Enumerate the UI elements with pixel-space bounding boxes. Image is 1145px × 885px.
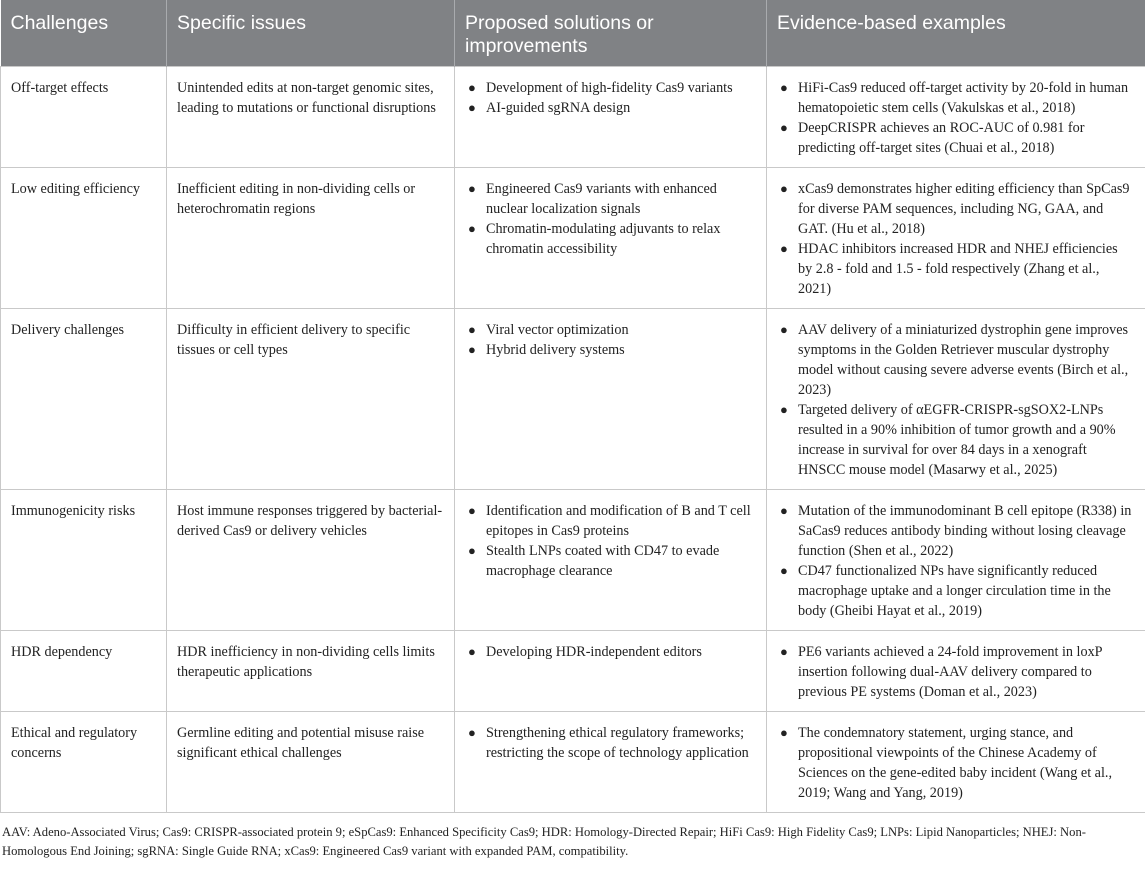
table-row (1, 712, 1145, 813)
list-item (777, 78, 1135, 118)
solutions-list (465, 642, 756, 662)
bullet-icon: ● (780, 644, 788, 659)
examples-list (777, 179, 1135, 299)
examples-list (777, 320, 1135, 480)
issue-cell: Difficulty in efficient delivery to specific tissues or cell types (167, 309, 455, 490)
header-challenges: Challenges (1, 0, 167, 67)
bullet-icon: ● (780, 503, 788, 518)
examples-cell (767, 712, 1145, 813)
bullet-icon: ● (468, 503, 476, 518)
bullet-icon: ● (468, 100, 476, 115)
bullet-icon: ● (468, 181, 476, 196)
list-item-text: Mutation of the immunodominant B cell epitope (R338) in SaCas9 reduces antibody binding without losing cleavage function (Shen et al., 2022) (798, 503, 1132, 559)
challenge-cell: Delivery challenges (1, 309, 167, 490)
table-header-row (1, 0, 1145, 67)
bullet-icon: ● (468, 725, 476, 740)
list-item (777, 400, 1135, 480)
list-item-text: CD47 functionalized NPs have significantly reduced macrophage uptake and a longer circulation time in the body (Gheibi Hayat et al., 2019) (798, 563, 1111, 619)
bullet-icon: ● (468, 221, 476, 236)
list-item-text: Chromatin-modulating adjuvants to relax chromatin accessibility (486, 221, 721, 257)
list-item (465, 642, 756, 662)
challenge-cell: HDR dependency (1, 631, 167, 712)
examples-cell (767, 631, 1145, 712)
bullet-icon: ● (780, 563, 788, 578)
list-item-text: DeepCRISPR achieves an ROC-AUC of 0.981 for predicting off-target sites (Chuai et al., 2018) (798, 120, 1085, 156)
list-item (777, 179, 1135, 239)
list-item-text: Development of high-fidelity Cas9 variants (486, 80, 733, 96)
list-item-text: xCas9 demonstrates higher editing efficiency than SpCas9 for diverse PAM sequences, including NG, GAA, and GAT. (Hu et al., 2018) (798, 181, 1130, 237)
bullet-icon: ● (468, 543, 476, 558)
list-item-text: Engineered Cas9 variants with enhanced nuclear localization signals (486, 181, 717, 217)
list-item-text: The condemnatory statement, urging stance, and propositional viewpoints of the Chinese Academy of Sciences on the gene-edited baby incident (Wang et al., 2019; Wang and Yang, 2019) (798, 725, 1113, 801)
bullet-icon: ● (468, 342, 476, 357)
list-item-text: Viral vector optimization (486, 322, 629, 338)
table-row (1, 490, 1145, 631)
list-item (777, 320, 1135, 400)
bullet-icon: ● (780, 402, 788, 417)
list-item (777, 642, 1135, 702)
solutions-list (465, 179, 756, 259)
bullet-icon: ● (468, 322, 476, 337)
header-evidence-examples: Evidence-based examples (767, 0, 1145, 67)
list-item-text: HiFi-Cas9 reduced off-target activity by 20-fold in human hematopoietic stem cells (Vakulskas et al., 2018) (798, 80, 1129, 116)
list-item (465, 340, 756, 360)
bullet-icon: ● (780, 241, 788, 256)
challenge-cell: Off-target effects (1, 67, 167, 168)
table-footnote: AAV: Adeno-Associated Virus; Cas9: CRISPR-associated protein 9; eSpCas9: Enhanced Specificity Cas9; HDR: Homology-Directed Repair; HiFi Cas9: High Fidelity Cas9; LNPs: Lipid Nanoparticles; NHEJ: Non-Homologous End Joining; sgRNA: Single Guide RNA; xCas9: Engineered Cas9 variant with expanded PAM, compatibility. (2, 825, 1086, 858)
list-item (777, 501, 1135, 561)
list-item (465, 723, 756, 763)
issue-cell: Germline editing and potential misuse raise significant ethical challenges (167, 712, 455, 813)
list-item-text: Stealth LNPs coated with CD47 to evade macrophage clearance (486, 543, 720, 579)
bullet-icon: ● (468, 80, 476, 95)
table-row (1, 631, 1145, 712)
issue-cell: Host immune responses triggered by bacterial-derived Cas9 or delivery vehicles (167, 490, 455, 631)
list-item (465, 219, 756, 259)
list-item-text: Targeted delivery of αEGFR-CRISPR-sgSOX2-LNPs resulted in a 90% inhibition of tumor growth and a 90% increase in survival for over 84 days in a xenograft HNSCC mouse model (Masarwy et al., 2025) (798, 402, 1116, 478)
list-item (777, 723, 1135, 803)
challenge-cell: Ethical and regulatory concerns (1, 712, 167, 813)
list-item-text: Strengthening ethical regulatory frameworks; restricting the scope of technology application (486, 725, 749, 761)
list-item-text: Hybrid delivery systems (486, 342, 625, 358)
examples-list (777, 501, 1135, 621)
bullet-icon: ● (468, 644, 476, 659)
challenge-cell: Low editing efficiency (1, 168, 167, 309)
examples-cell (767, 490, 1145, 631)
solutions-list (465, 723, 756, 763)
list-item (465, 179, 756, 219)
list-item (465, 320, 756, 340)
examples-cell (767, 168, 1145, 309)
list-item-text: Identification and modification of B and T cell epitopes in Cas9 proteins (486, 503, 751, 539)
list-item (777, 561, 1135, 621)
list-item-text: AI-guided sgRNA design (486, 100, 631, 116)
list-item-text: AAV delivery of a miniaturized dystrophin gene improves symptoms in the Golden Retriever muscular dystrophy model without causing severe adverse events (Birch et al., 2023) (798, 322, 1129, 398)
issue-cell: Inefficient editing in non-dividing cells or heterochromatin regions (167, 168, 455, 309)
solutions-cell (455, 309, 767, 490)
bullet-icon: ● (780, 181, 788, 196)
bullet-icon: ● (780, 120, 788, 135)
solutions-cell (455, 67, 767, 168)
list-item (777, 118, 1135, 158)
solutions-list (465, 320, 756, 360)
issue-cell: Unintended edits at non-target genomic sites, leading to mutations or functional disruptions (167, 67, 455, 168)
table-row (1, 168, 1145, 309)
table-row (1, 309, 1145, 490)
list-item (465, 98, 756, 118)
bullet-icon: ● (780, 725, 788, 740)
list-item (777, 239, 1135, 299)
solutions-cell (455, 712, 767, 813)
list-item-text: HDAC inhibitors increased HDR and NHEJ efficiencies by 2.8 - fold and 1.5 - fold respectively (Zhang et al., 2021) (798, 241, 1118, 297)
challenge-cell: Immunogenicity risks (1, 490, 167, 631)
examples-list (777, 723, 1135, 803)
examples-cell (767, 67, 1145, 168)
list-item (465, 78, 756, 98)
examples-cell (767, 309, 1145, 490)
list-item (465, 501, 756, 541)
list-item (465, 541, 756, 581)
solutions-cell (455, 490, 767, 631)
issue-cell: HDR inefficiency in non-dividing cells limits therapeutic applications (167, 631, 455, 712)
list-item-text: Developing HDR-independent editors (486, 644, 702, 660)
examples-list (777, 642, 1135, 702)
header-specific-issues: Specific issues (167, 0, 455, 67)
header-proposed-solutions: Proposed solutions or improvements (455, 0, 767, 67)
list-item-text: PE6 variants achieved a 24-fold improvement in loxP insertion following dual-AAV delivery compared to previous PE systems (Doman et al., 2023) (798, 644, 1103, 700)
table-row (1, 67, 1145, 168)
examples-list (777, 78, 1135, 158)
bullet-icon: ● (780, 322, 788, 337)
bullet-icon: ● (780, 80, 788, 95)
solutions-cell (455, 631, 767, 712)
solutions-list (465, 78, 756, 118)
solutions-list (465, 501, 756, 581)
solutions-cell (455, 168, 767, 309)
